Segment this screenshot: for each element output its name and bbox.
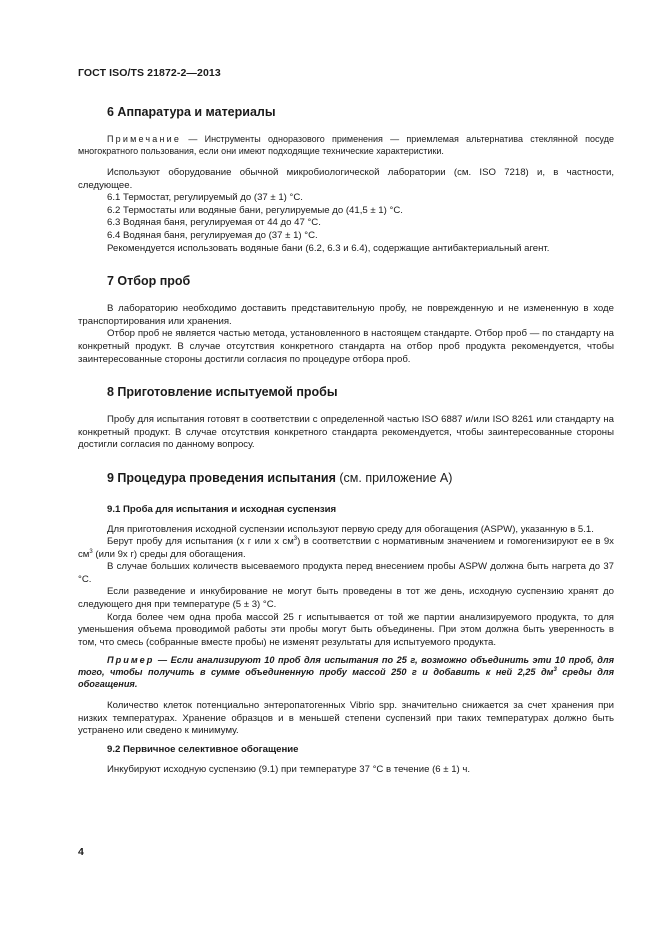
subsection-9-1-title: 9.1 Проба для испытания и исходная суспензия <box>107 503 337 515</box>
subsection-9-2-title: 9.2 Первичное селективное обогащение <box>107 744 299 755</box>
section-6-title: 6 Аппаратура и материалы <box>107 105 276 119</box>
section-8-title: 8 Приготовление испытуемой пробы <box>107 385 338 400</box>
equipment-item: 6.3 Водяная баня, регулируемая от 44 до 47 °С. <box>107 217 321 229</box>
equipment-item: 6.2 Термостаты или водяные бани, регулируемые до (41,5 ± 1) °С. <box>107 204 403 216</box>
section-9-title-text: 9 Процедура проведения испытания <box>107 470 336 485</box>
example-note: Пример — Если анализируют 10 проб для испытания по 25 г, возможно объединить эти 10 проб, для того, чтобы получить в сумме объединенную пробу массой 250 г и добавить к ней 2,25 $дм^3$ среды для обогащения. <box>78 655 615 689</box>
section-9-title-ref: (см. приложение А) <box>335 470 453 485</box>
example-label: Пример <box>107 655 155 666</box>
subsection-9-1-paragraph: Для приготовления исходной суспензии используют первую среду для обогащения (ASPW), указанную в 5.1. <box>107 523 594 535</box>
document-header: ГОСТ ISO/TS 21872-2—2013 <box>78 67 221 79</box>
section-9-title <box>107 470 614 486</box>
note-label: Примечание <box>107 134 182 144</box>
subsection-9-1-paragraph: Когда более чем одна проба массой 25 г испытывается от той же партии анализируемого продукта, то для уменьшения объема проводимой работы эти пробы могут быть объединены. При этом должна быть уверенность в том, что смесь (собранные вместе пробы) не изменят результаты для испытуемого продукта. <box>78 611 614 648</box>
subsection-9-1-paragraph: В случае больших количеств высеваемого продукта перед внесением пробы ASPW должна быть нагрета до 37 °С. <box>78 561 614 585</box>
subsection-9-1-paragraph: Берут пробу для испытания (x г или x $см^3$) в соответствии с нормативным значением и гомогенизируют ее в 9x $см^3$ (или 9x г) среды для обогащения. <box>78 535 614 560</box>
subsection-9-1-paragraph: Количество клеток потенциально энтеропатогенных Vibrio spp. значительно снижается за счет хранения при низких температурах. Хранение образцов и в меньшей степени суспензий при таких температурах должно быть устранено или сведено к минимуму. <box>78 700 614 737</box>
section-7-paragraph: В лабораторию необходимо доставить представительную пробу, не поврежденную и не измененную в ходе транспортирования или хранения. <box>78 303 614 327</box>
page-number: 4 <box>78 846 84 858</box>
document-body <box>78 104 614 776</box>
section-6-recommendation: Рекомендуется использовать водяные бани (6.2, 6.3 и 6.4), содержащие антибактериальный агент. <box>107 242 550 254</box>
section-8-paragraph: Пробу для испытания готовят в соответствии с определенной частью ISO 6887 и/или ISO 8261 или стандарту на конкретный продукт. В случае отсутствия конкретного стандарта рекомендуется, чтобы заинтересованные стороны достигли согласия по данному вопросу. <box>78 414 614 451</box>
subsection-9-1-paragraph: Если разведение и инкубирование не могут быть проведены в тот же день, исходную суспензию хранят до следующего дня при температуре (5 ± 3) °С. <box>78 586 614 611</box>
equipment-list <box>78 192 614 242</box>
note-text: — Инструменты одноразового применения — приемлемая альтернатива стеклянной посуде многократного пользования, если они имеют подходящие технические характеристики. <box>78 134 614 156</box>
section-7-paragraph: Отбор проб не является частью метода, установленного в настоящем стандарте. Отбор проб — по стандарту на конкретный продукт. В случае отсутствия конкретного стандарта на отбор проб продукта рекомендуется, чтобы заинтересованные стороны достигли согласия по процедуре отбора проб. <box>78 328 614 365</box>
equipment-item: 6.1 Термостат, регулируемый до (37 ± 1) °С. <box>107 192 303 204</box>
section-6-note <box>78 134 614 157</box>
section-6-intro: Используют оборудование обычной микробиологической лаборатории (см. ISO 7218) и, в частности, следующее. <box>78 167 614 191</box>
subsection-9-2-paragraph: Инкубируют исходную суспензию (9.1) при температуре 37 °С в течение (6 ± 1) ч. <box>107 763 471 775</box>
equipment-item: 6.4 Водяная баня, регулируемая до (37 ± 1) °С. <box>107 229 318 241</box>
section-7-title: 7 Отбор проб <box>107 274 191 289</box>
